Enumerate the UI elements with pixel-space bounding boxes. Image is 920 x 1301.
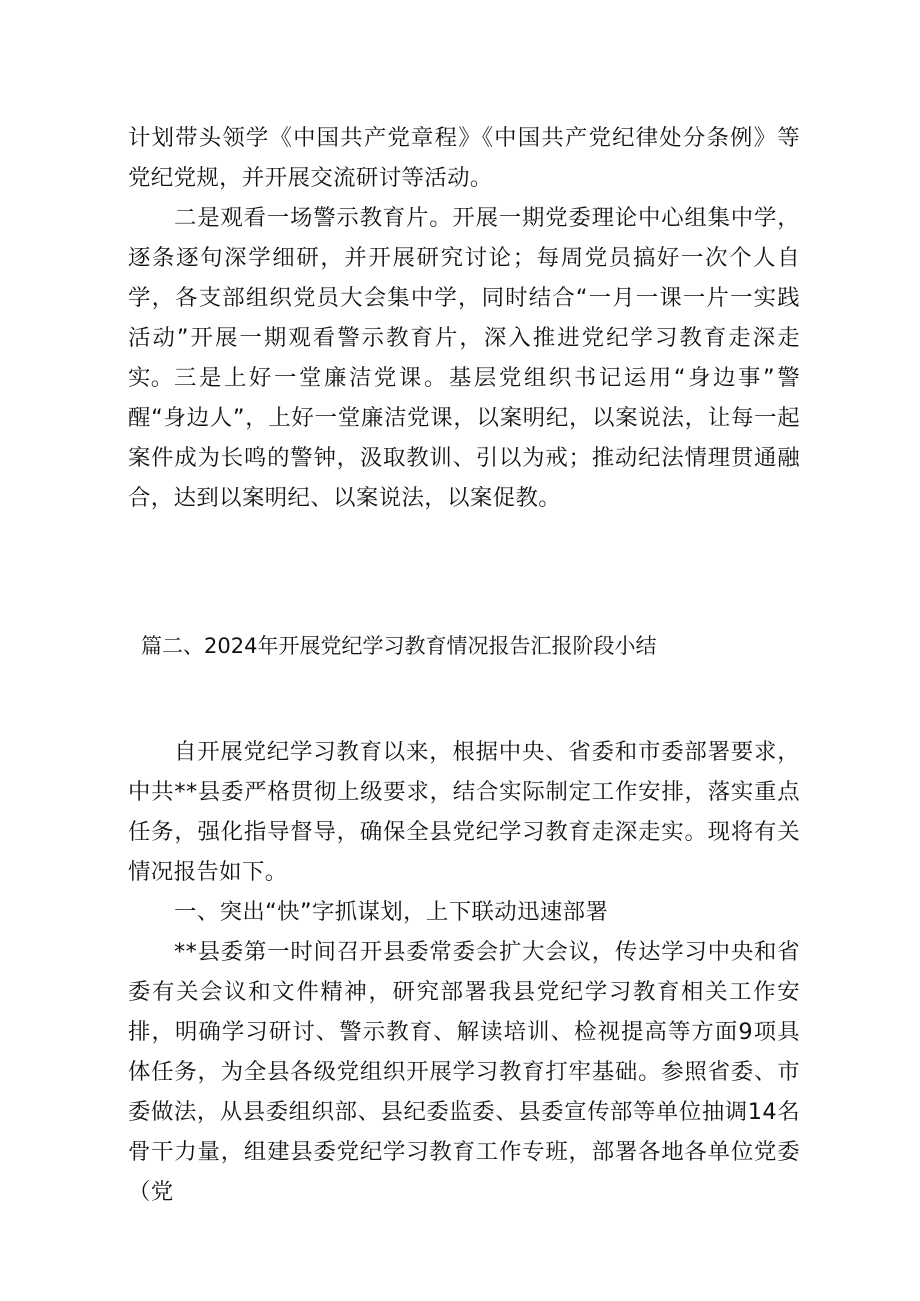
paragraph-study-regulations: 计划带头领学《中国共产党章程》《中国共产党纪律处分条例》等党纪党规，并开展交流研讨等活动。 — [128, 125, 800, 191]
paragraph-warning-film: 二是观看一场警示教育片。开展一期党委理论中心组集中学，逐条逐句深学细研，并开展研究讨论；每周党员搞好一次个人自学，各支部组织党员大会集中学，同时结合“一月一课一片一实践活动”开展一期观看警示教育片，深入推进党纪学习教育走深走实。 — [128, 205, 800, 391]
section-heading: 篇二、2024年开展党纪学习教育情况报告汇报阶段小结 — [141, 634, 657, 658]
paragraph-deployment: **县委第一时间召开县委常委会扩大会议，传达学习中央和省委有关会议和文件精神，研究部署我县党纪学习教育相关工作安排，明确学习研讨、警示教育、解读培训、检视提高等方面9项具体任务，为全县各级党组织开展学习教育打牢基础。参照省委、市委做法，从县委组织部、县纪委监委、县委宣传部等单位抽调14名骨干力量，组建县委党纪学习教育工作专班，部署各地各单位党委（党 — [128, 939, 800, 1205]
paragraph-subheading: 一、突出“快”字抓谋划，上下联动迅速部署 — [174, 899, 609, 925]
paragraph-integrity-lesson: 三是上好一堂廉洁党课。基层党组织书记运用“身边事”警醒“身边人”，上好一堂廉洁党课，以案明纪，以案说法，让每一起案件成为长鸣的警钟，汲取教训、引以为戒；推动纪法情理贯通融合，达到以案明纪、以案说法，以案促教。 — [128, 365, 800, 511]
paragraph-intro: 自开展党纪学习教育以来，根据中央、省委和市委部署要求，中共**县委严格贯彻上级要求，结合实际制定工作安排，落实重点任务，强化指导督导，确保全县党纪学习教育走深走实。现将有关情况报告如下。 — [128, 739, 800, 885]
